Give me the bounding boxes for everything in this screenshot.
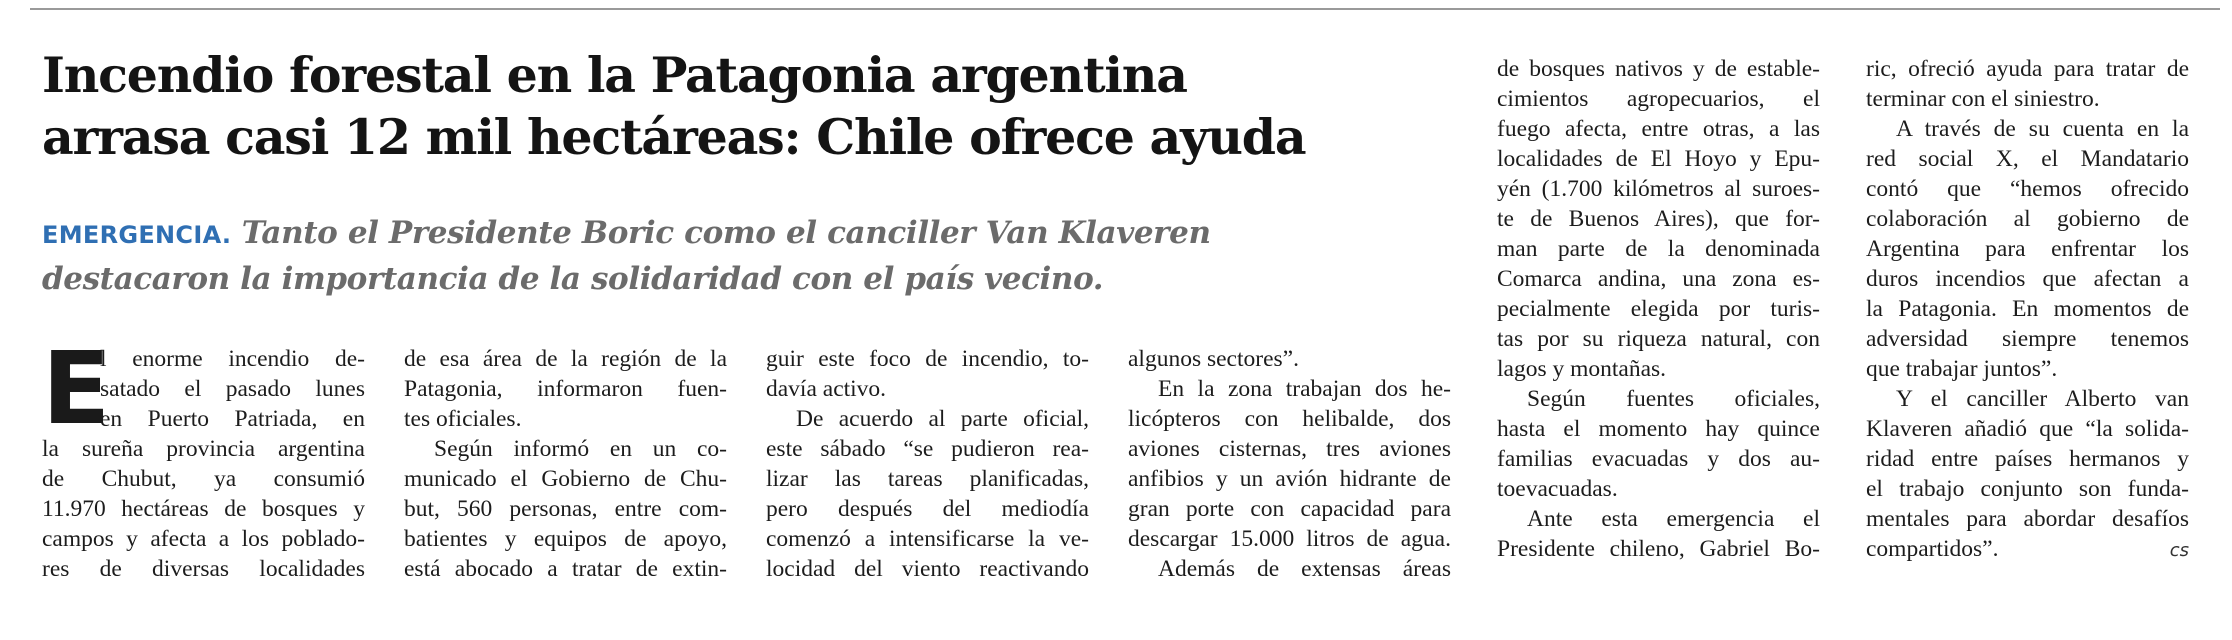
article-line: algunos sectores”. [1128, 346, 1299, 372]
drop-cap: E [42, 330, 111, 447]
article-line: lagos y montañas. [1497, 356, 1667, 382]
headline-line: arrasa casi 12 mil hectáreas: Chile ofrece ayuda [42, 108, 1306, 166]
article-line: res de diversas localidades [42, 556, 365, 582]
end-mark: cs [2169, 540, 2189, 561]
article-line: mentales para abordar desafíos [1866, 506, 2189, 532]
article-line: locidad del viento reactivando [766, 556, 1089, 582]
article-line: anfibios y un avión hidrante de [1128, 466, 1451, 492]
article-line: pero después del mediodía [766, 496, 1089, 522]
article-line: Según informó en un co- [434, 436, 727, 462]
article-line: lizar las tareas planificadas, [766, 466, 1089, 492]
article-line: familias evacuadas y dos au- [1497, 446, 1820, 472]
article-line: Y el canciller Alberto van [1896, 386, 2189, 412]
article-line: fuego afecta, entre otras, a las [1497, 116, 1820, 142]
article-line: pecialmente elegida por turis- [1497, 296, 1820, 322]
headline [42, 44, 1492, 168]
article-line: ridad entre países hermanos y [1866, 446, 2189, 472]
article-line: 11.970 hectáreas de bosques y [42, 496, 365, 522]
article-line: contó que “hemos ofrecido [1866, 176, 2189, 202]
article-line: batientes y equipos de apoyo, [404, 526, 727, 552]
deck-line: Tanto el Presidente Boric como el canciller Van Klaveren [241, 215, 1211, 251]
article-line: la Patagonia. En momentos de [1866, 296, 2189, 322]
article-line: de esa área de la región de la [404, 346, 727, 372]
article-line: en Puerto Patriada, en [100, 406, 365, 432]
article-line: red social X, el Mandatario [1866, 146, 2189, 172]
kicker: EMERGENCIA. [42, 221, 232, 249]
article-line: la sureña provincia argentina [42, 436, 365, 462]
article-line: terminar con el siniestro. [1866, 86, 2100, 112]
article-line: Klaveren añadió que “la solida- [1866, 416, 2189, 442]
article-line: tas por su riqueza natural, con [1497, 326, 1820, 352]
article-column-5 [1497, 54, 1820, 564]
article-column-4 [1128, 344, 1451, 584]
article-line: colaboración al gobierno de [1866, 206, 2189, 232]
article-line: davía activo. [766, 376, 887, 402]
deck-line: destacaron la importancia de la solidaridad con el país vecino. [42, 261, 1104, 297]
article-line: A través de su cuenta en la [1896, 116, 2189, 142]
article-line: el trabajo conjunto son funda- [1866, 476, 2189, 502]
article-line: Comarca andina, una zona es- [1497, 266, 1820, 292]
article-line: descargar 15.000 litros de agua. [1128, 526, 1451, 552]
article-line: hasta el momento hay quince [1497, 416, 1820, 442]
article-line: este sábado “se pudieron rea- [766, 436, 1089, 462]
article-line: que trabajar juntos”. [1866, 356, 2058, 382]
article-line: comenzó a intensificarse la ve- [766, 526, 1089, 552]
article-line: guir este foco de incendio, to- [766, 346, 1089, 372]
article-line: but, 560 personas, entre com- [404, 496, 727, 522]
article-line: municado el Gobierno de Chu- [404, 466, 727, 492]
article-line: toevacuadas. [1497, 476, 1618, 502]
article-line: Ante esta emergencia el [1527, 506, 1820, 532]
article-line: ric, ofreció ayuda para tratar de [1866, 56, 2189, 82]
article-line: aviones cisternas, tres aviones [1128, 436, 1451, 462]
deck [42, 211, 1492, 301]
article-column-1 [42, 330, 365, 584]
article-line: En la zona trabajan dos he- [1158, 376, 1451, 402]
article-line: tes oficiales. [404, 406, 522, 432]
article-line: gran porte con capacidad para [1128, 496, 1451, 522]
article-line: duros incendios que afectan a [1866, 266, 2189, 292]
article-line: Patagonia, informaron fuen- [404, 376, 727, 402]
article-line: localidades de El Hoyo y Epu- [1497, 146, 1820, 172]
top-rule [30, 8, 2220, 10]
article-line: Según fuentes oficiales, [1527, 386, 1820, 412]
article-line: cimientos agropecuarios, el [1497, 86, 1820, 112]
article-line: te de Buenos Aires), que for- [1497, 206, 1820, 232]
article-line: l enorme incendio de- [100, 346, 365, 372]
article-line: Argentina para enfrentar los [1866, 236, 2189, 262]
article-line: De acuerdo al parte oficial, [796, 406, 1089, 432]
article-line: de bosques nativos y de estable- [1497, 56, 1820, 82]
article-line: está abocado a tratar de extin- [404, 556, 727, 582]
article-line: Además de extensas áreas [1158, 556, 1451, 582]
article-line: satado el pasado lunes [100, 376, 365, 402]
headline-line: Incendio forestal en la Patagonia argentina [42, 46, 1187, 104]
article-column-2 [404, 344, 727, 584]
article-column-6 [1866, 54, 2189, 566]
article-column-3 [766, 344, 1089, 584]
article-line: Presidente chileno, Gabriel Bo- [1497, 536, 1820, 562]
article-line: man parte de la denominada [1497, 236, 1820, 262]
article-line: compartidos”. [1866, 536, 1999, 562]
article-line: campos y afecta a los poblado- [42, 526, 365, 552]
article-line: licópteros con helibalde, dos [1128, 406, 1451, 432]
article-line: yén (1.700 kilómetros al suroes- [1497, 176, 1820, 202]
article-line: de Chubut, ya consumió [42, 466, 365, 492]
article-line: adversidad siempre tenemos [1866, 326, 2189, 352]
